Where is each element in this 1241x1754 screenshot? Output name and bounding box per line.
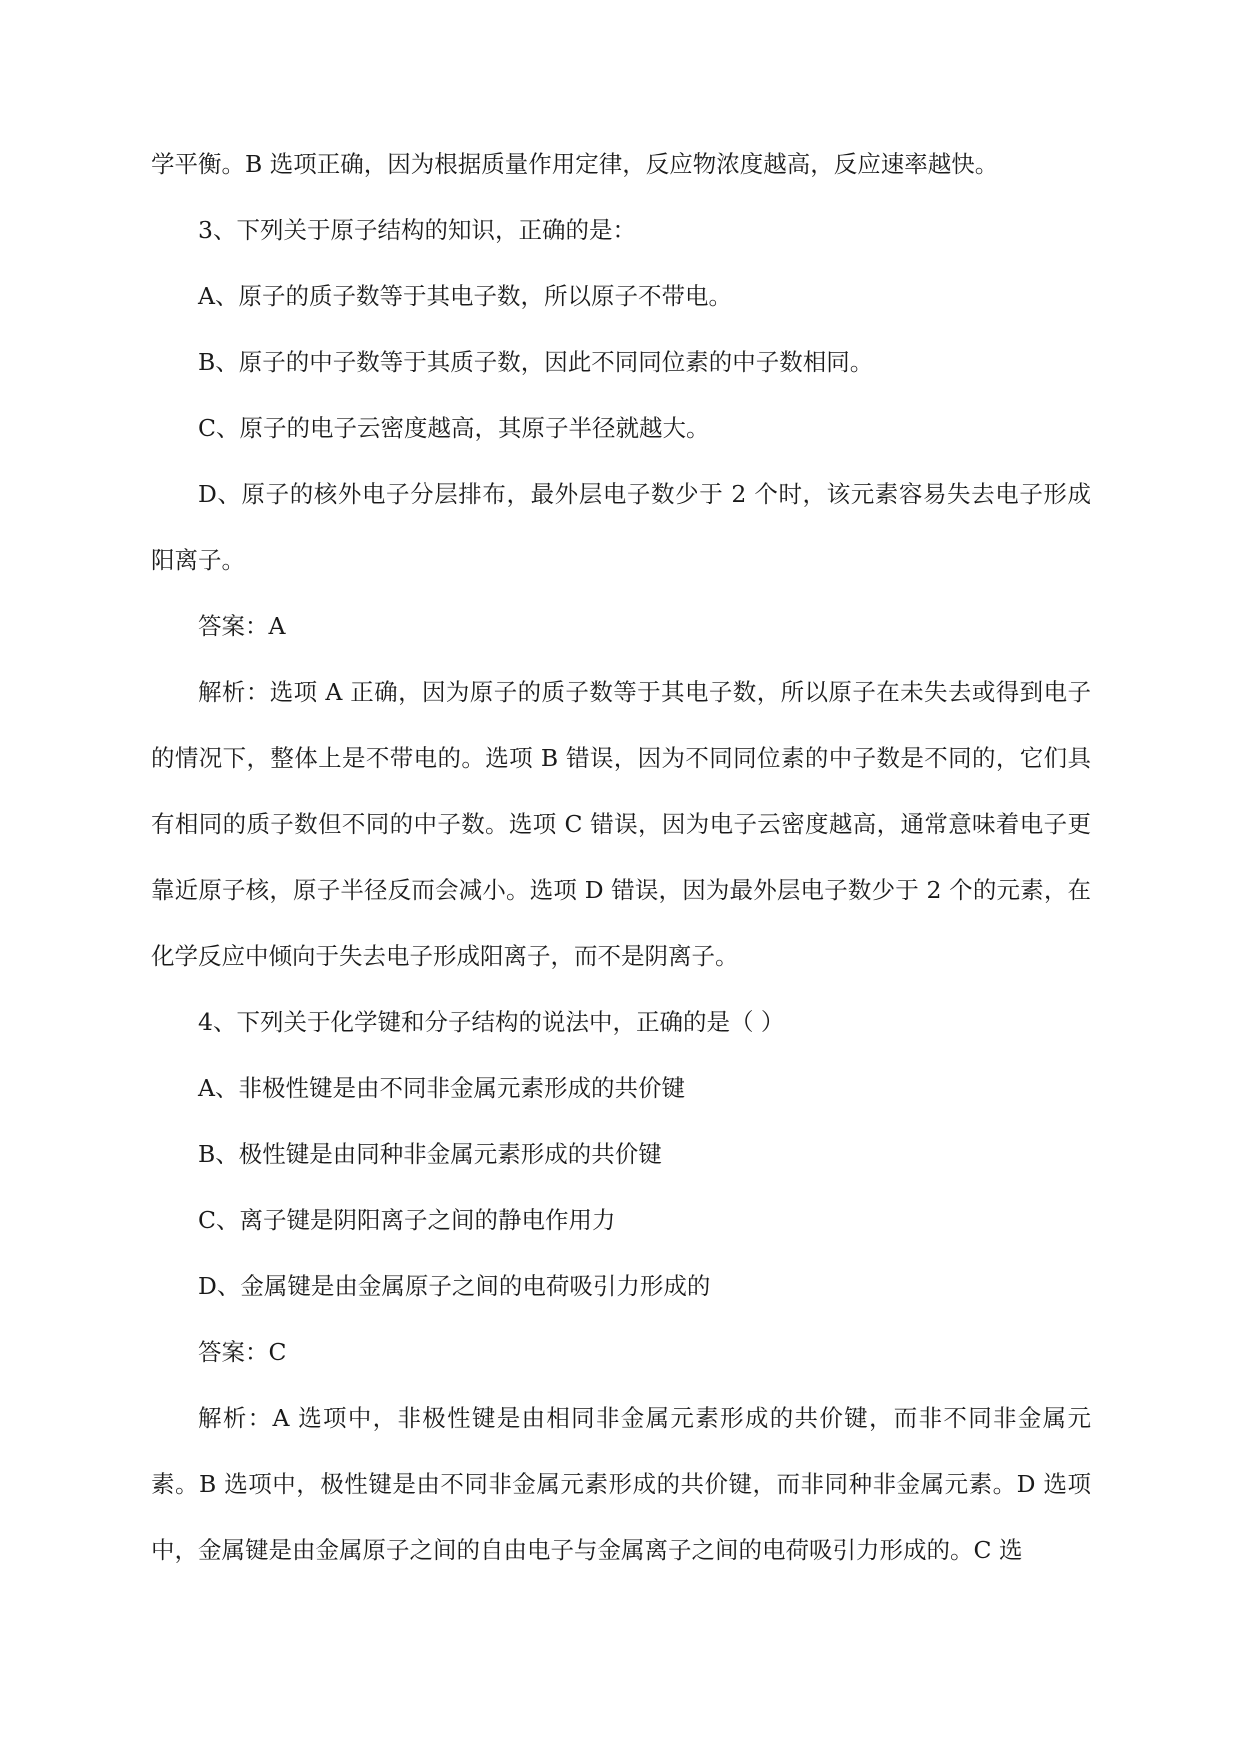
question-3-stem: 3、下列关于原子结构的知识，正确的是： [198, 216, 636, 244]
question-4-stem: 4、下列关于化学键和分子结构的说法中，正确的是（ ） [198, 1008, 785, 1036]
paragraph-continuation: 学平衡。B 选项正确，因为根据质量作用定律，反应物浓度越高，反应速率越快。 [151, 150, 999, 178]
question-4-option-a: A、非极性键是由不同非金属元素形成的共价键 [198, 1074, 685, 1102]
question-4-option-d: D、金属键是由金属原子之间的电荷吸引力形成的 [198, 1272, 711, 1300]
question-3-option-a: A、原子的质子数等于其电子数，所以原子不带电。 [198, 282, 732, 310]
document-page [151, 131, 1091, 1583]
question-4-option-b: B、极性键是由同种非金属元素形成的共价键 [198, 1140, 662, 1168]
question-4-option-c: C、离子键是阴阳离子之间的静电作用力 [198, 1206, 616, 1234]
question-3-option-b: B、原子的中子数等于其质子数，因此不同同位素的中子数相同。 [198, 348, 874, 376]
question-3-answer: 答案：A [198, 612, 286, 640]
question-3-option-c: C、原子的电子云密度越高，其原子半径就越大。 [198, 414, 710, 442]
question-3-explanation: 解析：选项 A 正确，因为原子的质子数等于其电子数，所以原子在未失去或得到电子的情况下，整体上是不带电的。选项 B 错误，因为不同同位素的中子数是不同的，它们具有相同的质子数但不同的中子数。选项 C 错误，因为电子云密度越高，通常意味着电子更靠近原子核，原子半径反而会减小。选项 D 错误，因为最外层电子数少于 2 个的元素，在化学反应中倾向于失去电子形成阳离子，而不是阴离子。 [151, 678, 1091, 970]
question-3-option-d: D、原子的核外电子分层排布，最外层电子数少于 2 个时，该元素容易失去电子形成阳离子。 [151, 480, 1091, 574]
question-4-answer: 答案：C [198, 1338, 287, 1366]
question-4-explanation: 解析：A 选项中，非极性键是由相同非金属元素形成的共价键，而非不同非金属元素。B 选项中，极性键是由不同非金属元素形成的共价键，而非同种非金属元素。D 选项中，金属键是由金属原子之间的自由电子与金属离子之间的电荷吸引力形成的。C 选 [151, 1404, 1091, 1564]
